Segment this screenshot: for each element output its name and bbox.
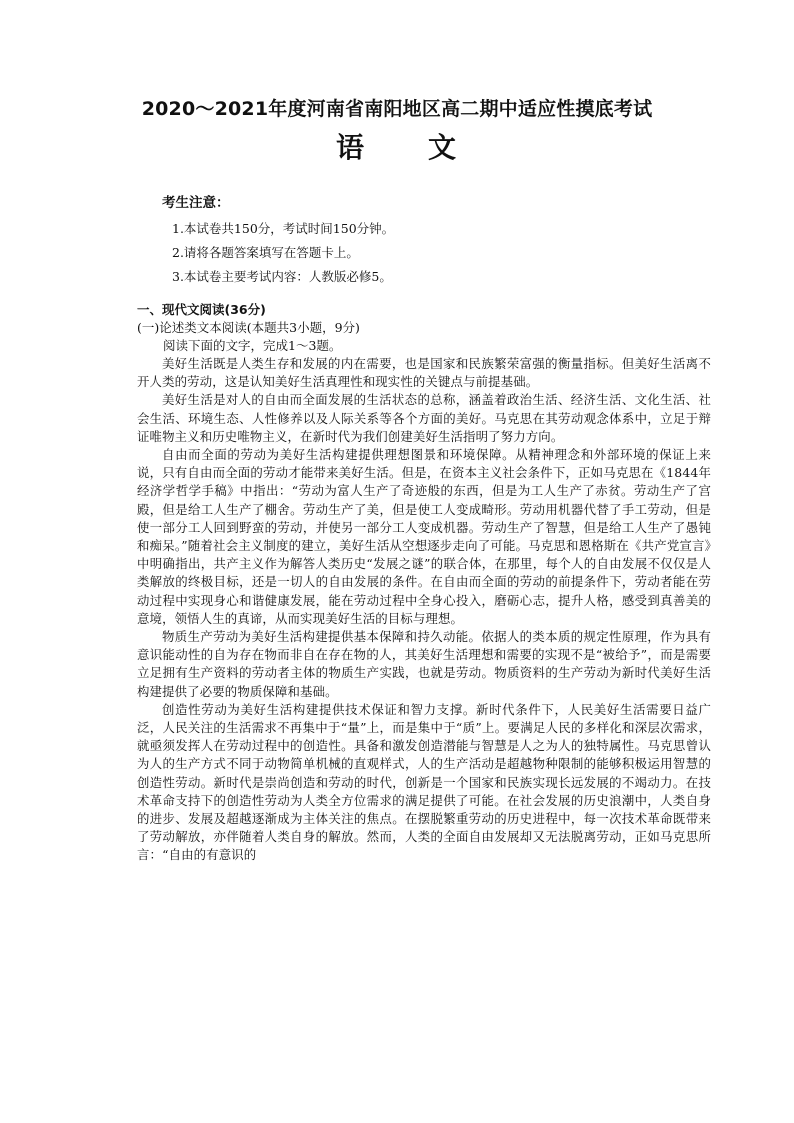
subject-char-right: 文 <box>428 131 459 164</box>
passage-paragraph: 自由而全面的劳动为美好生活构建提供理想图景和环境保障。从精神理念和外部环境的保证上来说，只有自由而全面的劳动才能带来美好生活。但是，在资本主义社会条件下，正如马克思在《1844年经济学哲学手稿》中指出：“劳动为富人生产了奇迹般的东西，但是为工人生产了赤贫。劳动生产了宫殿，但是给工人生产了棚舍。劳动生产了美，但是使工人变成畸形。劳动用机器代替了手工劳动，但是使一部分工人回到野蛮的劳动，并使另一部分工人变成机器。劳动生产了智慧，但是给工人生产了愚钝和痴呆。”随着社会主义制度的建立，美好生活从空想逐步走向了可能。马克思和恩格斯在《共产党宣言》中明确指出，共产主义作为解答人类历史“发展之谜”的联合体，在那里，每个人的自由发展不仅仅是人类解放的终极目标，还是一切人的自由发展的条件。在自由而全面的劳动的前提条件下，劳动者能在劳动过程中实现身心和谐健康发展，能在劳动过程中全身心投入，磨砺心志，提升人格，感受到真善美的意境，领悟人生的真谛，从而实现美好生活的目标与理想。 <box>137 447 711 626</box>
notice-heading: 考生注意： <box>162 195 230 211</box>
subject-title <box>0 126 794 166</box>
passage-paragraph: 创造性劳动为美好生活构建提供技术保证和智力支撑。新时代条件下，人民美好生活需要日益广泛，人民关注的生活需求不再集中于“量”上，而是集中于“质”上。要满足人民的多样化和深层次需求，就亟须发挥人在劳动过程中的创造性。具备和激发创造潜能与智慧是人之为人的独特属性。马克思曾认为人的生产方式不同于动物简单机械的直观样式，人的生产活动是超越物种限制的能够积极运用智慧的创造性劳动。新时代是崇尚创造和劳动的时代，创新是一个国家和民族实现长远发展的不竭动力。在技术革命支持下的创造性劳动为人类全方位需求的满足提供了可能。在社会发展的历史浪潮中，人类自身的进步、发展及超越逐渐成为主体关注的焦点。在摆脱繁重劳动的历史进程中，每一次技术革命既带来了劳动解放，亦伴随着人类自身的解放。然而，人类的全面自由发展却又无法脱离劳动，正如马克思所言：“自由的有意识的 <box>137 701 711 863</box>
reading-instruction: 阅读下面的文字，完成1～3题。 <box>163 338 342 353</box>
candidate-notice <box>162 193 722 289</box>
notice-item: 3.本试卷主要考试内容：人教版必修5。 <box>172 269 392 284</box>
passage-paragraph: 物质生产劳动为美好生活构建提供基本保障和持久动能。依据人的类本质的规定性原理，作为具有意识能动性的自为存在物而非自在存在物的人，其美好生活理想和需要的实现不是“被给予”，而是需要立足拥有生产资料的劳动者主体的物质生产实践，也就是劳动。物质资料的生产劳动为新时代美好生活构建提供了必要的物质保障和基础。 <box>137 629 711 699</box>
exam-title: 2020～2021年度河南省南阳地区高二期中适应性摸底考试 <box>141 98 653 120</box>
sub-section-heading: (一)论述类文本阅读(本题共3小题，9分) <box>137 320 360 335</box>
subject-char-left: 语 <box>335 131 366 164</box>
section-heading: 一、现代文阅读(36分) <box>137 302 266 317</box>
passage-paragraph: 美好生活是对人的自由而全面发展的生活状态的总称，涵盖着政治生活、经济生活、文化生活、社会生活、环境生态、人性修养以及人际关系等各个方面的美好。马克思在其劳动观念体系中，立足于辩证唯物主义和历史唯物主义，在新时代为我们创建美好生活指明了努力方向。 <box>137 392 711 444</box>
notice-item: 1.本试卷共150分，考试时间150分钟。 <box>172 221 395 236</box>
reading-passage <box>137 355 711 865</box>
passage-paragraph: 美好生活既是人类生存和发展的内在需要，也是国家和民族繁荣富强的衡量指标。但美好生活离不开人类的劳动，这是认知美好生活真理性和现实性的关键点与前提基础。 <box>137 356 711 390</box>
notice-item: 2.请将各题答案填写在答题卡上。 <box>172 245 359 260</box>
